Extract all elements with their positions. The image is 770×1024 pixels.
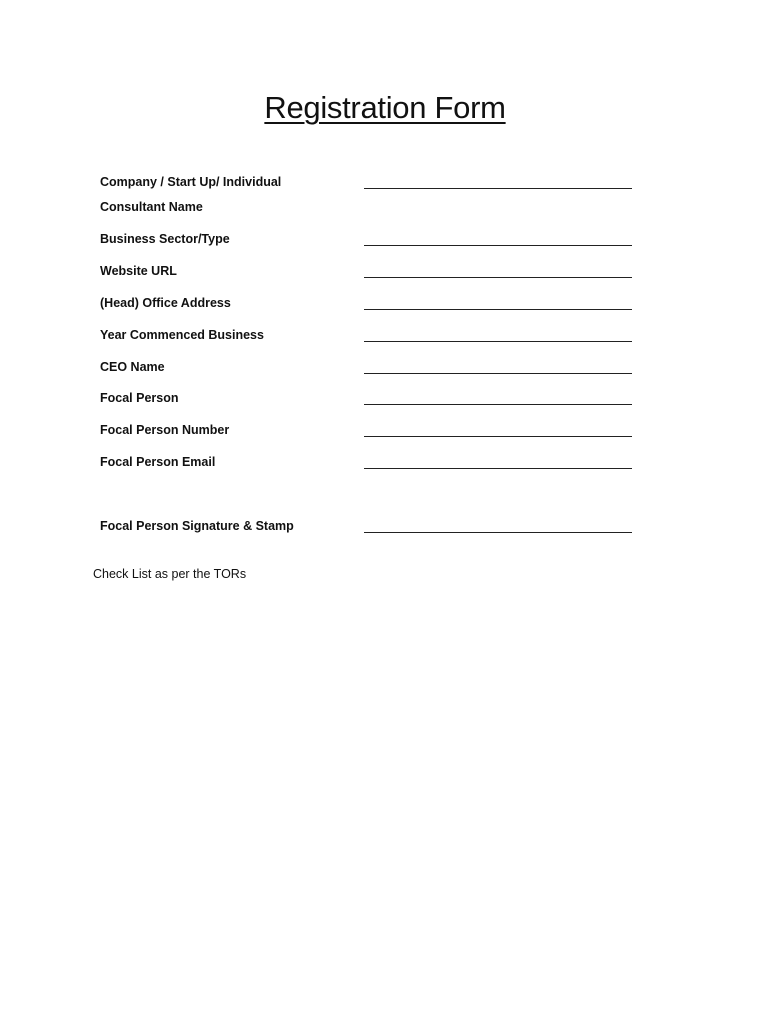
checklist-note: Check List as per the TORs [93, 567, 247, 581]
field-label-website-url: Website URL [100, 264, 177, 278]
field-label-focal-person: Focal Person [100, 391, 179, 405]
field-label-focal-person-number: Focal Person Number [100, 423, 230, 437]
field-label-consultant-name: Consultant Name [100, 200, 203, 214]
field-line-year-commenced[interactable] [364, 341, 632, 342]
field-label-company: Company / Start Up/ Individual [100, 175, 282, 189]
field-label-focal-person-email: Focal Person Email [100, 455, 216, 469]
page-title: Registration Form [264, 90, 506, 125]
field-label-signature-stamp: Focal Person Signature & Stamp [100, 519, 294, 533]
field-line-company[interactable] [364, 188, 632, 189]
field-line-business-sector[interactable] [364, 245, 632, 246]
field-line-office-address[interactable] [364, 309, 632, 310]
field-line-ceo-name[interactable] [364, 373, 632, 374]
field-line-focal-person[interactable] [364, 404, 632, 405]
field-line-focal-person-email[interactable] [364, 468, 632, 469]
field-line-website-url[interactable] [364, 277, 632, 278]
field-label-office-address: (Head) Office Address [100, 296, 231, 310]
field-label-year-commenced: Year Commenced Business [100, 328, 264, 342]
field-label-business-sector: Business Sector/Type [100, 232, 230, 246]
field-line-signature-stamp[interactable] [364, 532, 632, 533]
field-label-ceo-name: CEO Name [100, 360, 165, 374]
field-line-focal-person-number[interactable] [364, 436, 632, 437]
